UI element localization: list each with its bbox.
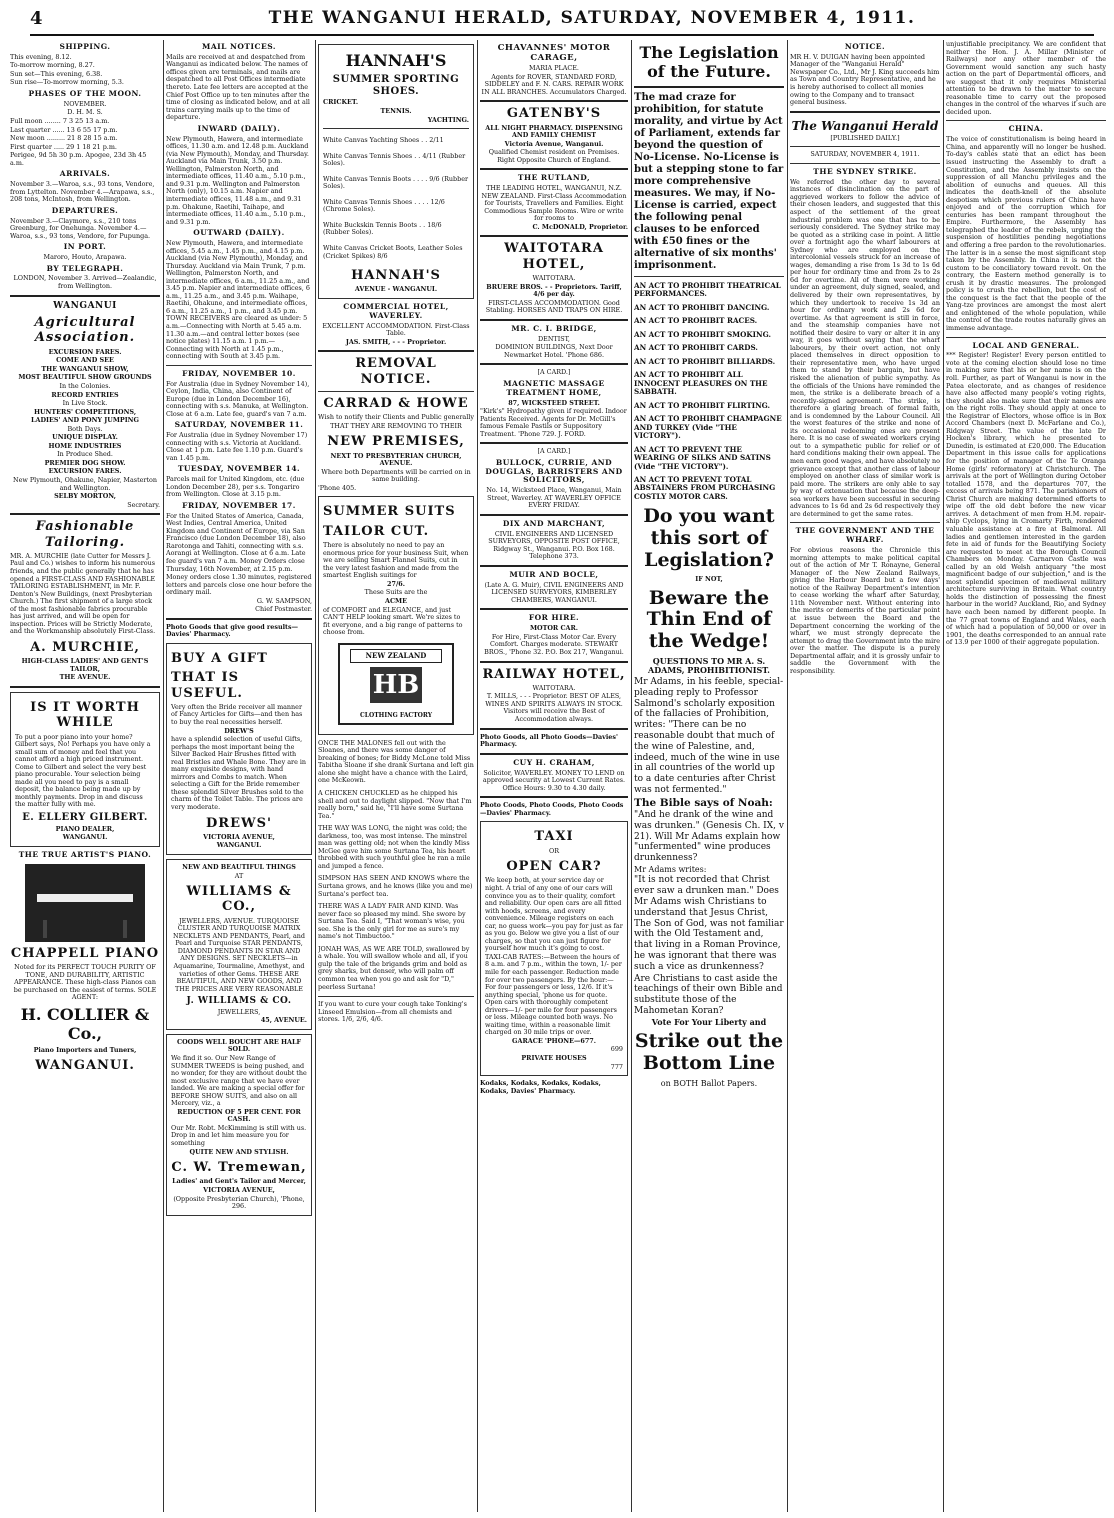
tremewan-address: VICTORIA AVENUE, [203,1185,275,1194]
outward-heading: OUTWARD (DAILY). [193,228,285,238]
gatenby-text: Qualified Chemist resident on Premises. Right Opposite Church of England. [488,148,620,164]
waitotara-text: FIRST-CLASS ACCOMMODATION. Good Stabling. HORSES AND TRAPS ON HIRE. [485,298,623,315]
taxi-rates: TAXI-CAB RATES:—Between the hours of 8 a.m. and 7 p.m., within the town, 1/- per mile for each passenger. Reduction made for over two passengers. By the hour:—For four passengers or less, 12/6. If it's anything special, 'phone us for quote. Open cars with thoroughly competent drivers—1/- per mile for four passengers or less. Mileage counted both ways. No waiting time, within a reasonable limit charged on 30 mile trips or over. [485,952,622,1037]
inward-text: New Plymouth, Hawera, and intermediate offices, 11.30 a.m. and 12.48 p.m. Auckland (via New Plymouth), Monday, and Thursday. Auckland via Main Trunk, 3.50 p.m. Wellington, Palmerston North, and intermediate offices, 11.40 a.m., 5.10 p.m., and 9.31 p.m. Wellington and Palmerston North (only), 10.15 a.m. Napier and intermediate offices, 11.48 a.m., and 9.31 p.m. Ohakune, Raetihi, Taihape, and intermediate offices, 11.40 a.m., 5.10 p.m., and 9.31 p.m. [166,134,309,226]
strike-text: We referred the other day to several instances of disinclination on the part of aggrieved workers to follow the advice of their chosen leaders, and suggested that this aspect of the settlement of the great industrial problem was one that has to be seriously considered. The Sydney strike may be quoted as a striking case in point. A little over a fortnight ago the wharf labourers at Sydney who are employed on the intercolonial vessels struck for an increase of wages, demanding a rise from 1s 3d to 1s 6d per hour for ordinary time and from 2s to 2s 6d for overtime. All of them were working under an agreement, duly signed, sealed, and delivered by their own representatives, by which they undertook to receive 1s 3d an hour for ordinary work and 2s 6d for overtime. As that agreement is still in force, and the steamship companies have not notified their desire to vary or alter it in any way, it goes without saying that the wharf labourers, by their overt action, not only placed themselves in direct opposition to their representative men, who have urged them to stand by their bargain, but have risked the alienation of public sympathy. As the officials of the Unions have reminded the men, the strike is a deliberate breach of a recently-signed agreement. The strike, is therefore a glaring breach of formal faith, and is condemned by the Labour Council. All the worst features of the strike and none of its occasional redeeming ones are present here. It is no case of sweated workers crying out to a sympathetic public for relief or of hard conditions making their own appeal. The men earn good wages, and have absolutely no grievance except that another class of labour employed on another class of similar work is paid more. The strikers are only able to say by way of extenuation that because the deep-sea workers have been successful in securing advances to 1s 6d and 2s 6d respectively they are determined to get the same rates. [790,177,940,518]
murchie-address: THE AVENUE. [59,673,111,682]
divider [480,796,628,798]
murchie-sub: HIGH-CLASS LADIES' AND GENT'S TAILOR, [21,657,149,673]
local-text: *** Register! Register! Every person entitled to vote at the coming election should lose no time in making sure that his or her name is on the roll. Further, as part of Wanganui is now in the Patea electorate, and as changes of residence have also affected many people's voting rights, they should also make sure that their names are on the right rolls. They should apply at once to the Registrar of Electors, whose office is in Box Accord Chambers (next D. McFarlane and Co.), Ridgway Street. The value of the late Dr Hocken's library, which he presented to Dunedin, is estimated at £20,000. The Education Department in this issue calls for applications for the position of manager of the Te Oranga Home (girls' reformatory) at Christchurch. The arrivals at the port of Wellington during October totalled 1578, and the departures 707, the excess of arrivals being 871. The parishioners of Christ Church are making determined efforts to wipe off the old debt before the new vicar arrives. A detachment of men from H.M. repair-ship Cyclops, lying in Cromarty Firth, rendered valuable assistance at a fire at Balmoral. All ladies and gentlemen interested in the garden fete in aid of funds for the Beautifying Society are requested to meet at the Borough Council Chambers on Monday. Carnarvon Castle was called by an old Welsh antiquary "the most magnificent badge of our subjection," and is the most splendid specimen of mediaeval military architecture surviving in Britain. What country holds the distinction of possessing the finest harbour in the world? Auckland, Rio, and Sydney have each been named by different people. In the 77 great towns of England and Wales, each of which had a population of 50,000 or over in 1901, the deaths corresponded to an annual rate of 13.9 per 1000 of their aggregate population. [946,351,1106,647]
bullock-heading: BULLOCK, CURRIE, AND DOUGLAS, BARRISTERS AND SOLICITORS, [485,457,623,485]
divider [10,295,160,297]
column-1 [10,40,160,1512]
drews-ad [166,643,312,855]
telegraph-heading: BY TELEGRAPH. [46,263,124,273]
bridge-sub: DENTIST, [538,334,570,343]
williams-sign: J. WILLIAMS & CO. [186,996,292,1007]
mail-heading: MAIL NOTICES. [202,42,276,51]
quite-new: QUITE NEW AND STYLISH. [189,1147,289,1156]
new-premises: NEW PREMISES, [327,434,465,450]
column-divider [787,40,788,1512]
bridge-heading: MR. C. I. BRIDGE, [511,323,597,333]
massage-text: "Kirk's" Hydropathy given if required. Indoor Patients Received. Agents for Dr. McGill's famous Female Pastils or Suppository Treatment. 'Phone 729. J. FORD. [480,407,627,438]
summer-text-3: of COMFORT and ELEGANCE, and just CAN'T HELP looking smart. We're sizes to fit everyone, and a big range of patterns to choose from. [323,605,463,637]
summer-text: There is absolutely no need to pay an enormous price for your business Suit, when we are selling Smart Flannel Suits, cut in the very latest fashion and made from the smartest English suitings for [323,541,469,580]
strike-heading: THE SYDNEY STRIKE. [813,166,917,176]
waitotara-sub: WAITOTARA. [532,274,576,283]
adams-writes: Mr Adams writes: [634,865,707,875]
carrad-phone: 'Phone 405. [318,483,357,492]
divider [790,163,940,164]
tremewan-ad [166,1034,312,1216]
tremewan-text: Our Mr. Robt. McKimming is still with us. Drop in and let him measure you for something [171,1123,307,1147]
in-port-text: Maroro, Houto, Arapawa. [43,253,127,262]
divider [634,276,784,277]
hannah-heading: HANNAH'S [345,51,447,70]
collier-address: WANGANUI. [35,1058,135,1074]
strike-out-heading: Strike out the Bottom Line [634,1030,784,1075]
tide-line: Sun rise—To-morrow morning, 5.3. [10,78,124,87]
tailoring-heading: Fashionable Tailoring. [35,519,135,550]
shoe-line: White Canvas Tennis Shoes . . 4/11 (Rubber Soles). [323,151,466,168]
moon-row: Perigee, 9d 5h 30 p.m. Apogee, 23d 3h 45 a.m. [10,151,147,167]
hannah-subheading: SUMMER SPORTING SHOES. [332,73,460,97]
garage-address: MARIA PLACE. [529,64,579,73]
divider [166,618,312,620]
private-houses-num: 777 [610,1062,623,1071]
column-divider [163,40,164,1512]
chappell-text: Noted for its PERFECT TOUCH PURITY OF TONE, AND DURABILITY, ARTISTIC APPEARANCE. These high-class Pianos can be purchased on the easiest of terms. SOLE AGENT: [13,963,157,1002]
shoe-line: White Canvas Cricket Boots, Leather Soles (Cricket Spikes) 8/6 [323,244,463,260]
column-2 [166,40,312,1512]
bullock-card: [A CARD.] [537,447,571,456]
graham-text: Solicitor, WAVERLEY. MONEY TO LEND on approved security at Lowest Current Rates. Office Hours: 9.30 to 4.30 daily. [482,768,626,792]
adams-text: Mr Adams, in his feeble, special-pleading reply to Professor Salmond's scholarly exposition of the fallacies of Prohibition, writes: "There can be no reasonable doubt that much of the wine of Palestine, and, indeed, much of the wine in use in all countries of the world up to a date centuries after Christ was not fermented." [634,676,784,795]
piano-illustration [25,864,145,942]
agri-line: LADIES' AND PONY JUMPING [31,416,139,425]
departures-heading: DEPARTURES. [51,205,119,215]
divider [480,728,628,730]
drews-address: VICTORIA AVENUE, [203,832,275,841]
tailoring-text: MR. A. MURCHIE (late Cutter for Messrs J. Paul and Co.) wishes to inform his numerous friends, and the public generally that he has opened a FIRST-CLASS AND FASHIONABLE TAILORING ESTABLISHMENT, in Mr. F. Denton's New Buildings, (next Presbyterian Church.) The first shipment of a large stock of the most fashionable fabrics procurable has just arrived, and will be open for inspection. Prices will be Strictly Moderate, and the Workmanship absolutely First-Class. [10,551,156,636]
saturday-heading: SATURDAY, NOVEMBER 11. [174,420,304,430]
bridge-text: DOMINION BUILDINGS, Next Door Newmarket Hotel. 'Phone 686. [495,343,613,359]
divider [480,514,628,516]
notice-heading: NOTICE. [844,42,886,51]
surtana-ad: THERE WAS A LADY FAIR AND KIND. Was never face so pleased my mind. She swore by Surtana Tea. Said I, "That woman's wise, you see. She is the only girl for me as sure's my name's not Timbuctoo." [318,902,466,941]
waitotara-proprietor: BRUERE BROS. - - Proprietors. Tariff, 4/6 per day. [486,282,622,299]
agri-line: PREMIER DOG SHOW. [44,458,126,467]
agri-ad-lines [10,349,160,509]
rutland-proprietor: C. McDONALD, Proprietor. [532,222,628,231]
massage-card: [A CARD.] [537,368,571,377]
reduction: REDUCTION OF 5 PER CENT. FOR CASH. [177,1107,301,1124]
surtana-ad: JONAH WAS, AS WE ARE TOLD, swallowed by a whale. You will swallow whole and all, if you gulp the tale of the brigands grim and bold as grey sharks, but denser, who will palm off common tea when you go and ask for "D," peerless Surtana! [318,944,470,991]
drews-label: DREW'S [224,726,254,735]
divider [946,120,1106,121]
tremewan-address-2: (Opposite Presbyterian Church), 'Phone, 296. [173,1194,305,1211]
china-text: The voice of constitutionalism is being heard in China, and apparently will no longer be hushed. To-day's cables state that an edict has been issued instructing the Assembly to draft a Constitution, and the Assembly insists on the suppression of all Manchu privileges and the abolition of eunuchs and queues. All this indicates the death-knell of the absolute despotism which previous rulers of China have enjoyed and of the corruption which for centuries has been rampant throughout the Empire. Furthermore, the Assembly has telegraphed the leader of the rebels, urging the suspension of hostilities pending negotiations and offering a free pardon to the revolutionaries. The latter is in a sense the most significant step taken by the Assembly. In China it is not the custom to be conciliatory toward revolt. On the contrary, the Eastern method generally is to crush it by drastic measures. The prolonged policy is to crush the rebellion, but the cost of the conquest is the fact that the people of the Yang-tze provinces are amongst the most alert and enlightened of the whole population, while the control of the trade routes naturally gives an immense advantage. [946,135,1106,332]
moon-row: Last quarter ...... 13 6 55 17 p.m. [10,125,118,134]
divider [480,753,628,755]
divider [790,111,940,113]
rutland-text: THE LEADING HOTEL, WANGANUI, N.Z. NEW ZEALAND. First-Class Accommodation for Tourists, Travellers and Families. Eight Commodious Sample Rooms. Wire or write for rooms to [481,184,627,223]
saturday-text: For Australia (due in Sydney November 17) connecting with s.s. Victoria at Auckland. Close at 1 p.m. Late fee 1.10 p.m. Guard's van 1.45 p.m. [166,431,308,462]
taxi-open: OPEN CAR? [506,859,602,875]
drews-name: DREWS' [206,815,272,831]
divider [480,608,628,610]
hannah-ad [318,44,474,299]
acme: ACME [385,596,407,605]
divider [480,168,628,170]
muir-text: (Late A. G. Muir), CIVIL ENGINEERS AND LICENSED SURVEYORS, KIMBERLEY CHAMBERS, WANGANUI. [484,580,624,604]
divider [480,442,628,444]
divider [323,128,469,129]
murchie-name: A. MURCHIE, [30,639,140,655]
commercial-text: EXCELLENT ACCOMMODATION. First-Class Table. [322,321,470,338]
if-not: IF NOT, [695,574,723,583]
artist-heading: THE TRUE ARTIST'S PIANO. [18,849,152,859]
divider [634,86,784,88]
gift-heading-2: THAT IS USEFUL. [171,670,243,701]
gift-text-2: have a splendid selection of useful Gifts, perhaps the most important being the Silver Backed Hair Brushes fitted with real Bristles and Whale Bone. They are in many exquisite designs, with hand mirrors and Combs to match. When selecting a Gift for the Bride remember these splendid Silver Brushes sold to the charm of the Toilet Table. The prices are very moderate. [171,735,307,811]
mail-text: Mails are received at and despatched from Wanganui as indicated below. The names of offices given are terminals, and mails are despatched to all Post Offices intermediate thereto. Late fee letters are accepted at the Chief Post Office up to ten minutes after the time of closing as indicated below, and at all trains carrying mails up to the time of departure. [166,52,310,122]
page-number: 4 [30,8,43,29]
cough-ad: If you want to cure your cough take Tonking's Linseed Emulsion—from all chemists and stores. 1/6, 2/6, 4/6. [318,1000,467,1024]
private-houses: PRIVATE HOUSES [521,1054,587,1063]
divider [480,235,628,237]
divider [480,100,628,102]
act-line: AN ACT TO PROHIBIT ALL INNOCENT PLEASURES ON THE SABBATH. [634,370,768,397]
local-heading: LOCAL AND GENERAL. [972,340,1080,350]
gilbert-address: WANGANUI. [62,833,108,842]
column-divider [943,40,944,1512]
motor-car: MOTOR CAR. [529,624,579,633]
hire-heading: FOR HIRE. [528,613,580,623]
carrad-text: Wish to notify their Clients and Public generally [318,413,474,422]
friday17-heading: FRIDAY, NOVEMBER 17. [182,500,296,510]
waitotara-heading: WAITOTARA HOTEL, [504,241,604,272]
summer-suits-ad [318,496,474,734]
williams-name: WILLIAMS & CO., [186,884,292,915]
agri-line: THE WANGANUI SHOW, [41,364,129,373]
tremewan-name: C. W. Tremewan, [171,1160,307,1176]
postmaster-title: Chief Postmaster. [255,605,312,614]
tide-line: To-morrow morning, 8.27. [10,61,95,70]
railway-sub: WAITOTARA. [532,683,576,692]
inward-heading: INWARD (DAILY). [197,123,281,133]
divider [480,363,628,365]
column-divider [631,40,632,1512]
moon-subheading: NOVEMBER. [63,99,107,108]
commercial-heading: COMMERCIAL HOTEL, WAVERLEY. [343,302,449,320]
govt-text: For obvious reasons the Chronicle this morning attempts to make political capital out of the action of Mr T. Ronayne, General Manager of the New Zealand Railways, giving the Harbour Board but a few days' notice of the Railway Department's intention to cease working the wharf after Saturday, 11th November next. Without entering into the merits or demerits of the particular point at issue between the Board and the Department concerning the working of the wharf, we must strongly deprecate the attempt to drag the Government into the mire over the matter. The dispute is a purely Departmental affair, and it is grossly unfair to saddle the Government with the responsibility. [790,546,940,675]
dix-heading: DIX AND MARCHANT, [502,518,606,528]
divider [318,350,474,352]
tide-line: Sun set—This evening, 6.38. [10,69,103,78]
agri-line: HUNTERS' COMPETITIONS, [33,407,137,416]
chappell-heading: CHAPPELL PIANO [10,945,160,961]
gilbert-sub: PIANO DEALER, [55,824,115,833]
railway-heading: RAILWAY HOTEL, [482,666,626,682]
friday-text: For Australia (due in Sydney November 14), Ceylon, India, China, also Continent of Europe (due in London December 16), connecting with s.s. Manuka, at Wellington. Close at 6 a.m. Late fee, guard's van 7 a.m. [166,379,310,418]
arrivals-text: November 3.—Waroa, s.s., 93 tons, Vendore, from Lyttelton. November 4.—Arapawa, s.s., 208 tons, McIntosh, from Wellington. [10,180,155,204]
taxi-ad [480,821,628,1076]
gatenby-address: Victoria Avenue, Wanganui. [504,139,604,148]
coods-text: We find it so. Our New Range of SUMMER TWEEDS is being pushed, and no wonder, for they are without doubt the most exclusive range that we have ever landed. We are making a special offer for BEFORE SHOW SUITS, and also on all Mercery, viz., a [171,1053,307,1108]
garage-phone: GARACE 'PHONE—677. [512,1036,596,1045]
christians-text: Are Christians to cast aside the teachings of their own Bible and substitute those of the Mahometan Koran? [634,973,783,1017]
summer-text-2: These Suits are the [364,588,428,597]
carrad-heading: CARRAD & HOWE [323,395,469,411]
coods-heading: COODS WELL BOUCHT ARE HALF SOLD. [176,1037,302,1054]
tuesday-heading: TUESDAY, NOVEMBER 14. [177,464,301,474]
bible-heading: The Bible says of Noah: [634,796,773,809]
column-5 [634,40,784,1512]
friday-heading: FRIDAY, NOVEMBER 10. [182,368,296,378]
next-to: NEXT TO PRESBYTERIAN CHURCH, AVENUE. [330,451,462,468]
williams-sign-2: JEWELLERS, [217,1007,261,1016]
railway-text: T. MILLS, - - - Proprietor. BEST OF ALES, WINES AND SPIRITS ALWAYS IN STOCK. Visitors will receive the Best of Accommodation always. [485,692,623,724]
surtana-ad: SIMPSON HAS SEEN AND KNOWS where the Surtana grows, and he knows (like you and me) Surtana's perfect tea. [318,874,473,898]
tide-line: This evening, 8.12. [10,52,72,61]
govt-heading: THE GOVERNMENT AND THE WHARF. [795,526,935,545]
agri-title: WANGANUI [53,300,117,311]
newspaper-title: THE WANGANUI HERALD, SATURDAY, NOVEMBER 4, 1911. [268,8,916,28]
published-daily: [PUBLISHED DAILY.] [830,133,900,142]
vote-text: Vote For Your Liberty and [651,1016,767,1027]
telegraph-text: LONDON, November 3. Arrived—Zealandic, from Wellington. [13,274,157,290]
do-you-want-heading: Do you want this sort of Legislation? [643,505,775,572]
worth-text: To put a poor piano into your home? Gilbert says, No! Perhaps you have only a small sum of money and feel that you cannot afford a high priced instrument. Come to Gilbert and select the very best piano procurable. Your selection being made all you need to pay is a small deposit, the balance being made up by monthly payments. Drop in and discuss the matter fully with me. [15,732,151,809]
legislation-heading: The Legislation of the Future. [639,43,779,81]
shoe-line: White Canvas Yachting Shoes . . 2/11 [323,136,444,145]
mad-craze-text: The mad craze for prohibition, for statute morality, and virtue by Act of Parliament, extends far beyond the question of No-License. No-License is but a stepping stone to far more comprehensive measures. We may, if No-License is carried, expect the following penal clauses to be enforced with £50 fines or the alternative of six months' imprisonment. [634,91,784,271]
divider [480,661,628,663]
bullock-text: No. 14, Wicksteed Place, Wanganui, Main Street, Waverley. AT WAVERLEY OFFICE EVERY FRIDAY. [486,486,622,510]
taxi-or: OR [548,846,560,855]
moon-row: First quarter ..... 29 1 18 21 p.m. [10,142,117,151]
gift-heading: BUY A GIFT [171,650,268,666]
hb-logo-bottom: CLOTHING FACTORY [360,711,432,719]
commercial-proprietor: JAS. SMITH, - - - Proprietor. [345,337,447,346]
drews-address-2: WANGANUI. [216,841,262,850]
agri-line: In Live Stock. [62,399,108,408]
divider [790,522,940,523]
massage-address: 87, WICKSTEED STREET. [508,398,600,407]
taxi-heading: TAXI [534,829,574,845]
act-line: AN ACT TO PROHIBIT FLIRTING. [634,400,771,410]
gatenby-sub: ALL NIGHT PHARMACY. DISPENSING AND FAMILY CHEMIST [485,123,623,140]
taxi-text: We keep both, at your service day or night. A trial of any one of our cars will convince you as to their quality, comfort and reliability. Our open cars are all fitted with hoods, screens, and every convenience. Mileage registers on each car, no guess work—you pay for just as far as you go. Below we give you a list of our charges, so that you can just figure for yourself how much it's going to cost. [485,876,623,953]
rutland-heading: THE RUTLAND, [517,173,591,183]
act-line: AN ACT TO PROHIBIT CHAMPAGNE AND TURKEY (Vide "THE VICTORY"). [634,414,782,441]
act-line: AN ACT TO PROHIBIT THEATRICAL PERFORMANCES. [634,280,781,299]
gilbert-name: E. ELLERY GILBERT. [22,811,148,823]
photo-goods-ad: Photo Goods, all Photo Goods—Davies' Pharmacy. [480,732,618,749]
collier-name: H. COLLIER & Co., [20,1004,150,1043]
carrad-text-2: THAT THEY ARE REMOVING TO THEIR [330,421,462,430]
moon-columns: D. H. M. S. [67,108,103,117]
photo-goods-ad: Photo Goods that give good results—Davies' Pharmacy. [166,622,298,639]
dix-text: CIVIL ENGINEERS AND LICENSED SURVEYORS, OPPOSITE POST OFFICE, Ridgway St., Wanganui. P.O. Box 168. Telephone 373. [488,529,620,561]
agri-line: HOME INDUSTRIES [48,441,122,450]
column-divider [477,40,478,1512]
kodaks-ad: Kodaks, Kodaks, Kodaks, Kodaks, Kodaks, Davies' Pharmacy. [480,1079,601,1095]
column-6 [790,40,940,1512]
divider [946,337,1106,338]
outward-text: New Plymouth, Hawera, and intermediate offices, 5.45 a.m., 1.45 p.m., and 4.15 p.m. Auckland (via New Plymouth), Monday, and Thursday. Auckland via Main Trunk, 7 p.m. Wellington, Palmerston North, and intermediate offices, 6 a.m., 11.25 a.m., and 3.45 p.m. Napier and intermediate offices, 6 a.m., 11.25 a.m., and 3.45 p.m. Waihape, Raetihi, Ohakune, and intermediate offices, 6 a.m., 11.25 a.m., 1 p.m., and 3.45 p.m. TOWN RECEIVERS are cleared as under: 5 a.m.—Connecting with North at 5.45 a.m. 11.30 a.m.—and central letter boxes (see notice plates) 11.15 a.m. 1 p.m.—Connecting with North at 1.45 p.m., connecting with South at 3.45 p.m. [166,239,310,361]
williams-ad [166,859,312,1030]
adams-quote: "It is not recorded that Christ ever saw a drunken man." Does Mr Adams wish Christians to understand that Jesus Christ, The Son of God, was not familiar with the Old Testament and, that living in a Roman Province, he was ignorant that there was such a vice as drunkenness? [634,875,784,972]
surtana-ad: ONCE THE MALONES fell out with the Sloanes, and there was some danger of breaking of bones; for Biddy McLone told Miss Tabitha Sloane if she drank Surtana and left gin alone she might have a chance with the Laird, one McKeown. [318,738,474,785]
garage-phone-num: 699 [610,1045,623,1054]
agri-line: RECORD ENTRIES [51,390,119,399]
questions-heading: QUESTIONS TO MR A. S. ADAMS, PROHIBITIONIST. [648,656,770,676]
removal-heading: REMOVAL NOTICE. [355,356,437,387]
williams-text: JEWELLERS, AVENUE. TURQUOISE CLUSTER AND TURQUOISE MATRIX NECKLETS AND PENDANTS, Pearl, and Pearl and Turquoise STAR PENDANTS, DIAMOND PENDANTS IN STAR AND ANY DESIGNS. SET NECKLETS—in Aquamarine, Tourmaline, Amethyst, and varieties of other Gems. THESE ARE BEAUTIFUL, AND NEW GOODS, AND THE PRICES ARE VERY REASONABLE [172,916,305,993]
act-line: AN ACT TO PREVENT THE WEARING OF SILKS AND SATINS (Vide "THE VICTORY"). [634,444,771,471]
act-line: AN ACT TO PROHIBIT RACES. [634,316,758,326]
divider [10,686,160,688]
photo-goods-ad-2: Photo Coods, Photo Coods, Photo Coods—Davies' Pharmacy. [480,801,624,817]
agri-subtitle: Agricultural Association. [34,315,136,346]
surtana-ad: THE WAY WAS LONG, the night was cold; the darkness, too, was most intense. The minstrel man was getting old; not when the kindly Miss McGee gave him some Surtana Tea, his heart throbbed with such youthful glee he ran a mile and jumped a fence. [318,824,471,870]
agri-line: In the Colonies. [59,382,111,390]
sport-cricket: CRICKET. [323,98,359,107]
agri-line: New Plymouth, Ohakune, Napier, Masterton and Wellington. [12,476,158,492]
agri-line: UNIQUE DISPLAY. [52,433,118,442]
agri-line: EXCURSION FARES. [48,467,122,476]
agri-line: EXCURSION FARES. [48,347,122,356]
graham-heading: CUY H. CRAHAM, [513,757,595,767]
surtana-ad: A CHICKEN CHUCKLED as he chipped his shell and out to daylight slipped. "Now that I'm really born," said he, "I'll have some Surtana Tea." [318,788,472,820]
act-line: AN ACT TO PROHIBIT CARDS. [634,343,758,353]
departures-text: November 3.—Claymore, s.s., 210 tons Greenburg, for Onehunga. November 4.—Waroa, s.s., 93 tons, Vendore, for Pupunga. [10,216,151,240]
tuesday-text: Parcels mail for United Kingdom, etc. (due London December 28), per s.s. Tongariro from Wellington. Close at 3.15 p.m. [166,475,305,499]
column-divider [315,40,316,1512]
money-orders-text: Money orders close 1.30 minutes, registered letters and parcels close one hour before the ordinary mail. [166,573,312,597]
column-7 [946,40,1106,1512]
nameplate: The Wanganui Herald [791,118,939,133]
muir-heading: MUIR AND BOCLE, [509,570,599,579]
sport-tennis: TENNIS. [380,107,412,116]
tremewan-sub: Ladies' and Gent's Tailor and Mercer, [172,1177,306,1186]
column-3 [318,40,474,1512]
shoe-line: White Buckskin Tennis Boots . . 18/6 (Rubber Soles). [323,220,442,237]
act-line: AN ACT TO PREVENT TOTAL ABSTAINERS FROM PURCHASING COSTLY MOTOR CARS. [634,474,776,501]
williams-at: AT [234,871,244,880]
summer-price: 27/6. [387,579,405,588]
williams-pre: NEW AND BEAUTIFUL THINGS [182,862,296,871]
masthead [30,6,1094,36]
gatenby-heading: GATENBY'S [506,106,602,122]
arrivals-heading: ARRIVALS. [59,169,111,179]
column-4 [480,40,628,1512]
summer-heading: SUMMER SUITS [323,504,456,520]
ballot-text: on BOTH Ballot Papers. [660,1078,758,1088]
summer-heading-2: TAILOR CUT. [323,523,430,539]
collier-sub: Piano Importers and Tuners, [33,1045,137,1054]
massage-heading: MAGNETIC MASSAGE TREATMENT HOME, [503,378,605,397]
in-port-heading: IN PORT. [63,242,107,252]
dateline: SATURDAY, NOVEMBER 4, 1911. [810,150,920,159]
shoe-line: White Canvas Tennis Shoes . . . . 12/6 (Chrome Soles). [323,197,445,214]
hire-text: For Hire, First-Class Motor Car. Every Comfort. Charges moderate. STEWART BROS., 'Phone 32. P.O. Box 217, Wanganui. [484,632,624,656]
agri-line: MOST BEAUTIFUL SHOW GROUNDS [18,373,152,382]
act-line: AN ACT TO PROHIBIT BILLIARDS. [634,356,776,366]
garage-text: Agents for ROVER, STANDARD FORD, SIDDELEY and F. N. CARS. REPAIR WORK IN ALL BRANCHES. Accumulators Charged. [481,72,627,96]
agri-line: SELBY MORTON, [54,492,116,501]
gift-text: Very often the Bride receiver all manner of Fancy Articles for Gifts—and then has to buy the real necessities herself. [171,702,303,726]
agri-line: In Produce Shed. [57,450,113,459]
hb-logo-mid: HB [370,667,422,703]
act-line: AN ACT TO PROHIBIT DANCING. [634,302,770,312]
moon-row: Full moon ........ 7 3 25 13 a.m. [10,116,110,125]
hb-logo-top: NEW ZEALAND [350,649,442,663]
divider [790,146,940,147]
moon-heading: PHASES OF THE MOON. [28,89,142,99]
shoe-line: White Canvas Tennis Boots . . . . 9/6 (Rubber Soles). [323,174,469,191]
divider [166,365,312,366]
agri-line: Both Days. [67,424,103,433]
sampson-name: G. W. SAMPSON, [256,596,312,605]
bible-text: "And he drank of the wine and was drunken." (Genesis Ch. IX, v 21). Will Mr Adams explain how "unfermented" wine produces drunkenness? [634,810,784,864]
divider [318,996,474,997]
hannah-address: AVENUE - WANGANUI. [354,285,438,294]
notice-text: MR H. V. DUIGAN having been appointed Manager of the "Wanganui Herald" Newspaper Co., Ltd., Mr J. King succeeds him as Town and Country Representative, and he is hereby authorised to collect all monies owing to the Company and to transact general business. [790,52,940,107]
divider [10,513,160,515]
hb-logo [338,643,454,725]
williams-address: 45, AVENUE. [260,1016,307,1025]
act-line: AN ACT TO PROHIBIT SMOKING. [634,329,771,339]
continued-text: unjustifiable precipitancy. We are confident that neither the Hon. J. A. Millar (Minister of Railways) nor any other member of the Government would sanction any such hasty action on the part of Departmental officers, and we suggest that it only requires Ministerial attention to be drawn to the matter to secure reasonable time to carry out the proposed changes in the control of the wharves if such are decided upon. [946,40,1106,116]
moon-row: New moon ......... 21 8 28 15 a.m. [10,134,118,143]
agri-line: Secretary. [127,500,160,509]
divider [480,319,628,321]
hannah-sign: HANNAH'S [351,268,441,284]
agri-line: COME AND SEE [56,356,114,365]
sport-yachting: YACHTING. [427,115,469,124]
friday17-text: For the United States of America, Canada, West Indies, Central America, United Kingdom and Continent of Europe, via San Francisco (due London December 18), also Rarotonga and Tahiti, connecting with s.s. Aorangi at Wellington. Close at 6 a.m. Late fee guard's van 7 a.m. Money Orders close Thursday, 16th November, at 2.15 p.m. [166,511,306,573]
garage-heading: CHAVANNES' MOTOR CARAGE, [497,43,611,64]
carrad-text-3: Where both Departments will be carried on in same building. [321,467,471,484]
china-heading: CHINA. [1008,124,1044,134]
gilbert-ad [10,692,160,847]
shipping-heading: SHIPPING. [59,42,111,51]
divider [480,565,628,567]
divider [318,391,474,392]
worth-heading: IS IT WORTH WHILE [30,699,140,731]
beware-heading: Beware the Thin End of the Wedge! [646,586,772,653]
